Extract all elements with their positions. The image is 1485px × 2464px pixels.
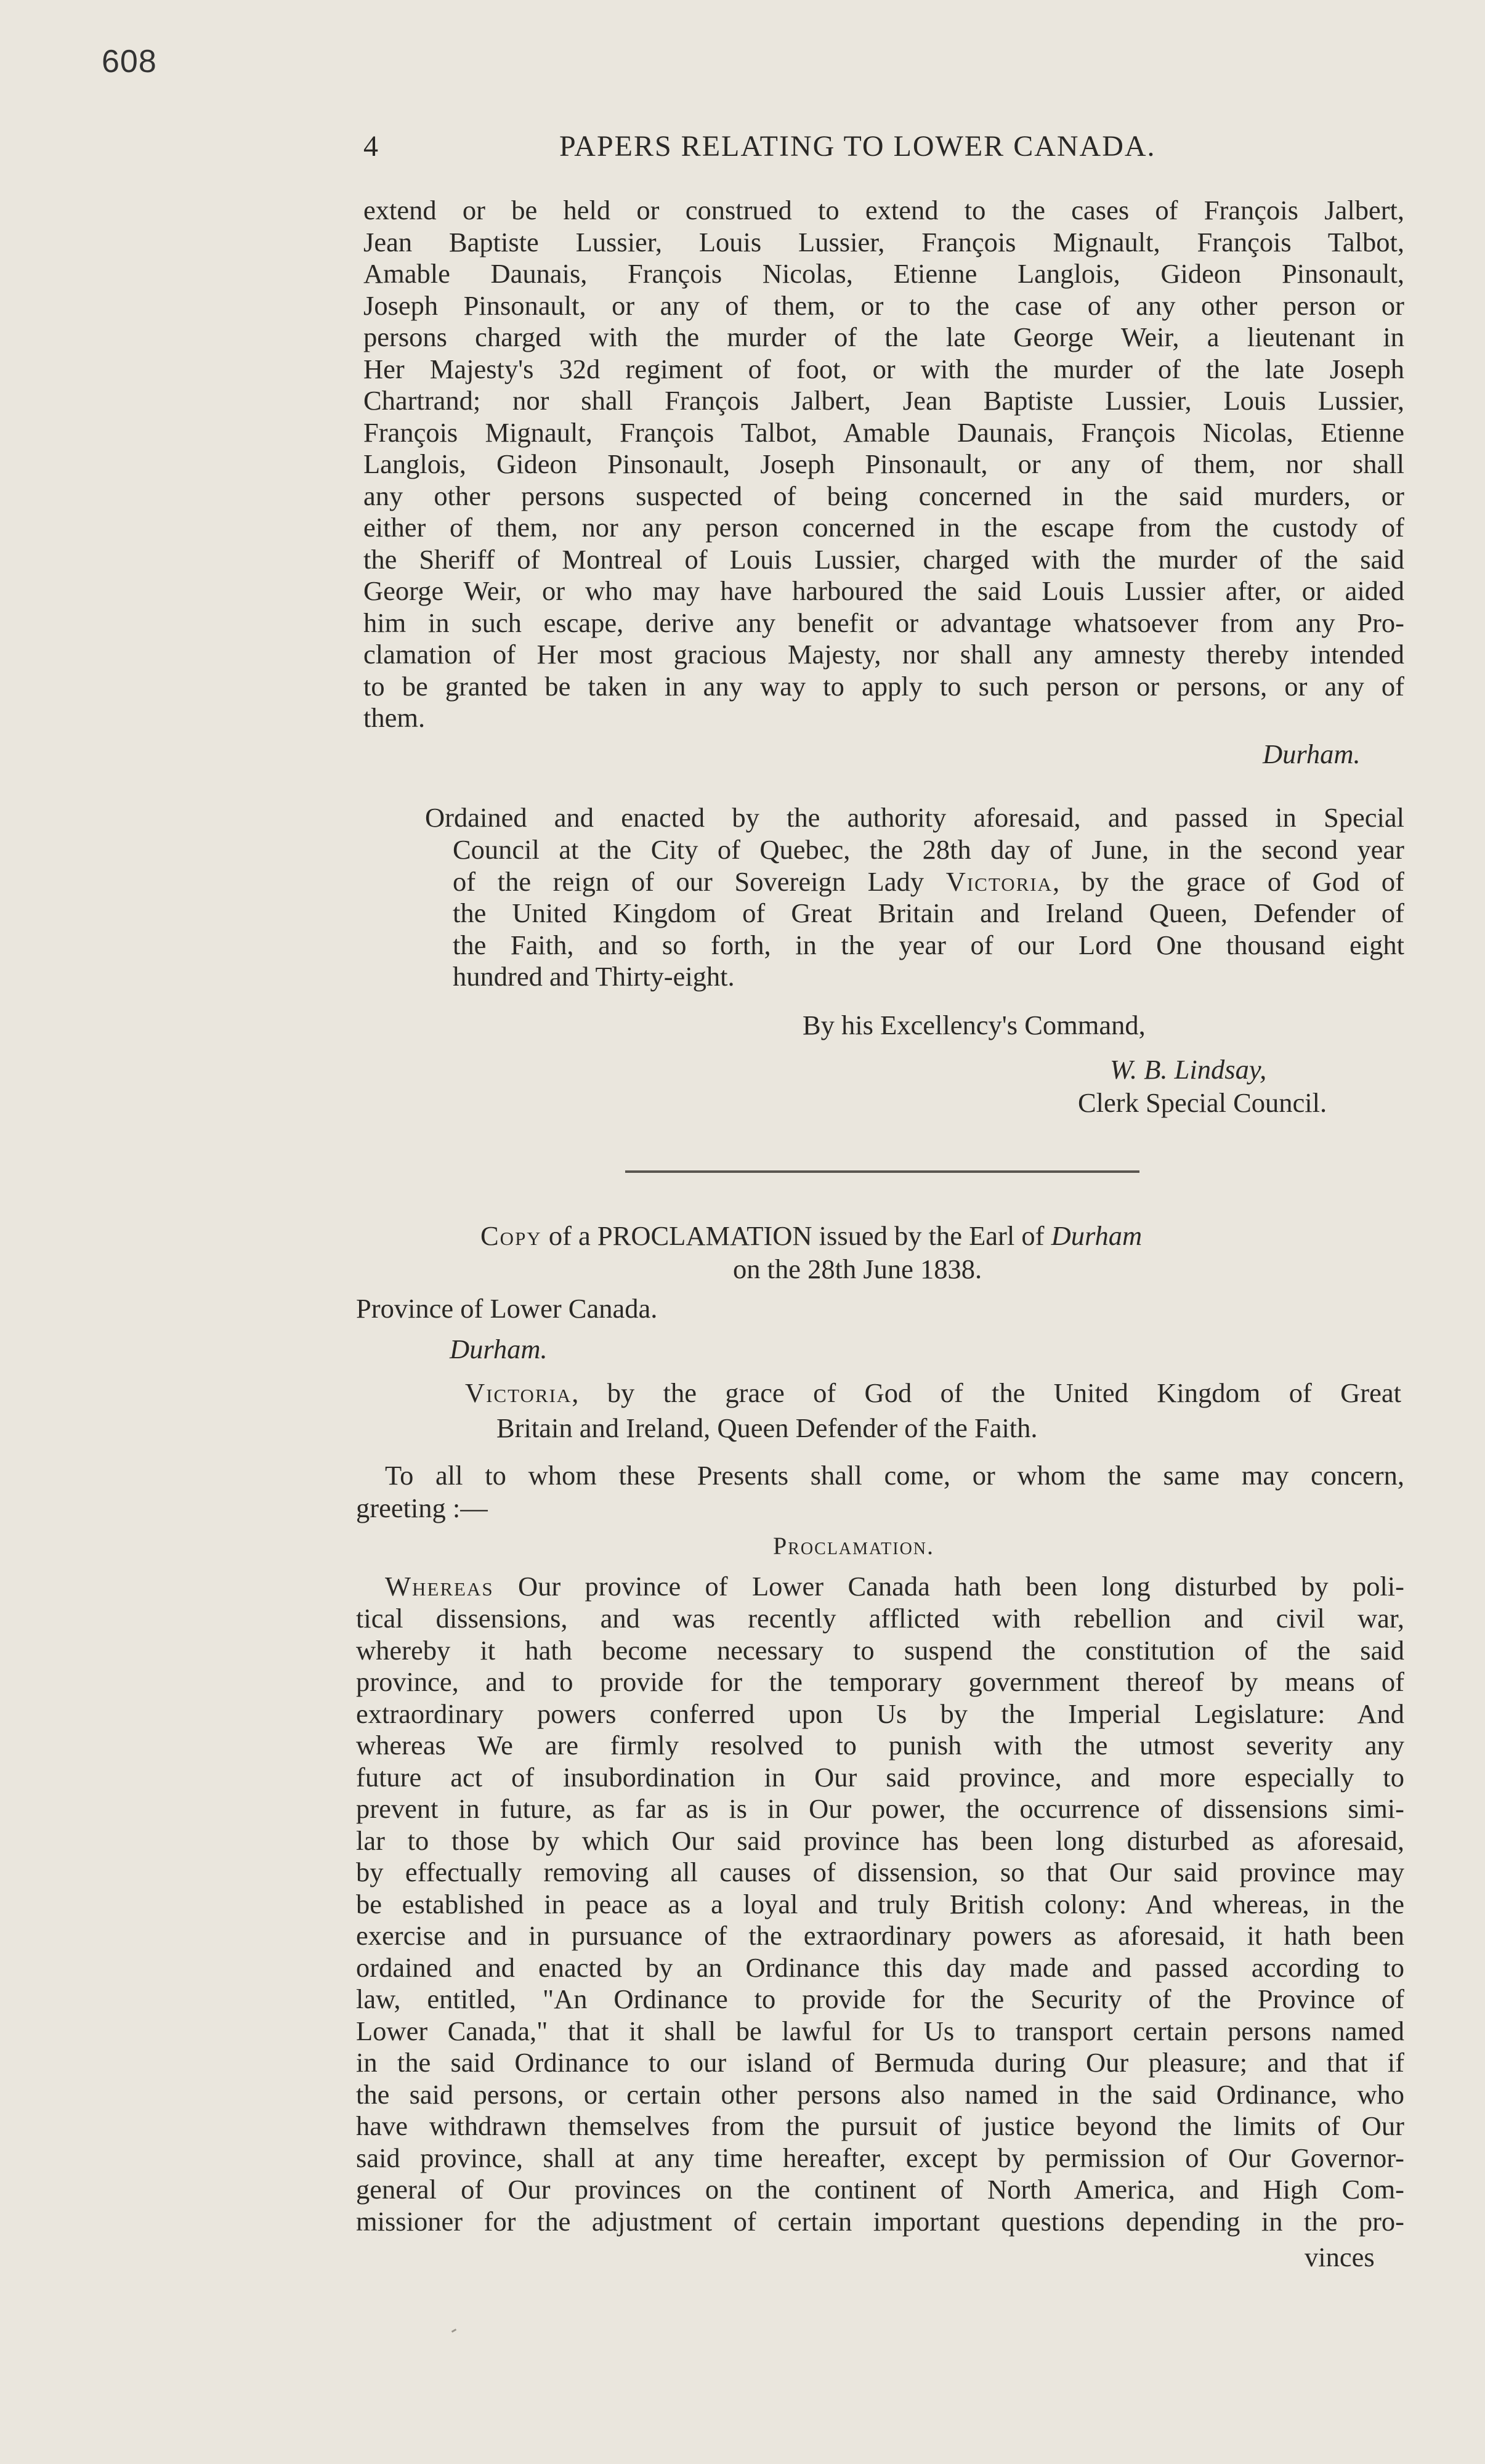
ordinance-line: clamation of Her most gracious Majesty, nor shall any amnesty thereby intended <box>363 639 1404 670</box>
body-line: extraordinary powers conferred upon Us by the Imperial Legislature: And <box>356 1698 1404 1729</box>
victoria-name: Victoria <box>945 865 1053 897</box>
running-head <box>363 129 1386 172</box>
address-block <box>385 1460 1404 1492</box>
ordinance-line: Chartrand; nor shall François Jalbert, Jean Baptiste Lussier, Louis Lussier, <box>363 385 1404 416</box>
proclamation-subheading: Proclamation. <box>773 1532 935 1560</box>
province-line: Province of Lower Canada. <box>356 1293 658 1324</box>
ordinance-line: any other persons suspected of being concerned in the said murders, or <box>363 480 1404 511</box>
heading-durham: Durham <box>1051 1220 1143 1251</box>
enactment-text-indented <box>453 834 1404 993</box>
body-line: future act of insubordination in Our said province, and more especially to <box>356 1761 1404 1793</box>
royal-style-line2: Britain and Ireland, Queen Defender of the Faith. <box>496 1412 1038 1443</box>
body-line <box>385 1571 1404 1603</box>
body-line: Lower Canada," that it shall be lawful for Us to transport certain persons named <box>356 2015 1404 2046</box>
ordinance-line: Joseph Pinsonault, or any of them, or to the case of any other person or <box>363 290 1404 321</box>
body-line: ordained and enacted by an Ordinance this day made and passed according to <box>356 1951 1404 1983</box>
proclamation-first-line <box>385 1571 1404 1603</box>
ordinance-line: to be granted be taken in any way to apply to such person or persons, or any of <box>363 670 1404 702</box>
body-line: tical dissensions, and was recently afflicted with rebellion and civil war, <box>356 1603 1404 1634</box>
body-line: exercise and in pursuance of the extraordinary powers as aforesaid, it hath been <box>356 1920 1404 1951</box>
body-line: whereby it hath become necessary to suspend the constitution of the said <box>356 1634 1404 1666</box>
body-line: by effectually removing all causes of dissension, so that Our said province may <box>356 1857 1404 1887</box>
body-line: province, and to provide for the temporary government thereof by means of <box>356 1666 1404 1697</box>
enactment-line: the Faith, and so forth, in the year of our Lord One thousand eight <box>453 929 1404 960</box>
body-line: the said persons, or certain other persons also named in the said Ordinance, who <box>356 2078 1404 2110</box>
ordinance-line: him in such escape, derive any benefit or advantage whatsoever from any Pro- <box>363 607 1404 638</box>
ordinance-line: Langlois, Gideon Pinsonault, Joseph Pinsonault, or any of them, nor shall <box>363 448 1404 479</box>
ordinance-line: extend or be held or construed to extend to the cases of François Jalbert, <box>363 195 1404 225</box>
proclamation-heading-line1 <box>480 1220 1142 1252</box>
heading-mid: of a PROCLAMATION issued by the Earl of <box>541 1220 1051 1251</box>
proclamation-body <box>356 1603 1404 2237</box>
enactment-line-start: of the reign of our Sovereign Lady <box>453 865 925 897</box>
enactment-line-tail: , by the grace of God of <box>1053 865 1405 897</box>
command-line: By his Excellency's Command, <box>803 1010 1146 1040</box>
catchword: vinces <box>1305 2242 1375 2272</box>
body-line: lar to those by which Our said province has been long disturbed as aforesaid, <box>356 1825 1404 1856</box>
folio-number: 608 <box>102 44 157 79</box>
enactment-line: Ordained and enacted by the authority aforesaid, and passed in Special <box>425 802 1404 833</box>
enactment-text <box>425 802 1404 834</box>
clerk-name: W. B. Lindsay, <box>1110 1054 1267 1085</box>
ordinance-line: George Weir, or who may have harboured the said Louis Lussier after, or aided <box>363 575 1404 606</box>
ordinance-line: the Sheriff of Montreal of Louis Lussier, charged with the murder of the said <box>363 543 1404 575</box>
ordinance-line: Jean Baptiste Lussier, Louis Lussier, François Mignault, François Talbot, <box>363 226 1404 257</box>
body-line: whereas We are firmly resolved to punish with the utmost severity any <box>356 1730 1404 1761</box>
section-divider <box>625 1170 1139 1173</box>
enactment-line: Council at the City of Quebec, the 28th day of June, in the second year <box>453 834 1404 865</box>
ordinance-line: François Mignault, François Talbot, Amable Daunais, François Nicolas, Etienne <box>363 416 1404 448</box>
clerk-title: Clerk Special Council. <box>1078 1087 1327 1118</box>
body-line: law, entitled, "An Ordinance to provide for the Security of the Province of <box>356 1984 1404 2014</box>
body-line: have withdrawn themselves from the pursuit of justice beyond the limits of Our <box>356 2110 1404 2141</box>
proclamation-signature: Durham. <box>450 1334 548 1364</box>
address-line1: To all to whom these Presents shall come, or whom the same may concern, <box>385 1460 1404 1491</box>
body-line: prevent in future, as far as is in Our power, the occurrence of dissensions simi- <box>356 1793 1404 1824</box>
whereas-word: Whereas <box>385 1571 494 1602</box>
running-title: PAPERS RELATING TO LOWER CANADA. <box>559 130 1156 163</box>
ordinance-text <box>363 195 1404 734</box>
body-first-tail: Our province of Lower Canada hath been long disturbed by poli- <box>493 1571 1404 1602</box>
enactment-line: the United Kingdom of Great Britain and Ireland Queen, Defender of <box>453 898 1404 928</box>
page-number: 4 <box>363 130 378 163</box>
royal-style-tail: , by the grace of God of the United Kingdom of Great <box>572 1377 1401 1408</box>
enactment-last-line: hundred and Thirty-eight. <box>453 961 735 992</box>
body-line: missioner for the adjustment of certain important questions depending in the pro- <box>356 2205 1404 2237</box>
royal-style-line1 <box>465 1377 1401 1409</box>
ordinance-last-line: them. <box>363 702 426 733</box>
ordinance-line: Amable Daunais, François Nicolas, Etienne Langlois, Gideon Pinsonault, <box>363 258 1404 289</box>
address-line2: greeting :— <box>356 1493 488 1523</box>
body-line: be established in peace as a loyal and truly British colony: And whereas, in the <box>356 1888 1404 1919</box>
ordinance-line: Her Majesty's 32d regiment of foot, or with the murder of the late Joseph <box>363 353 1404 384</box>
proclamation-heading-line2: on the 28th June 1838. <box>733 1254 982 1284</box>
paper-speck <box>451 2328 456 2333</box>
body-line: said province, shall at any time hereafter, except by permission of Our Governor- <box>356 2142 1404 2173</box>
royal-style <box>465 1377 1401 1409</box>
ordinance-line: either of them, nor any person concerned in the escape from the custody of <box>363 512 1404 543</box>
enactment-line <box>453 866 1404 898</box>
ordinance-signature: Durham. <box>1263 739 1361 769</box>
victoria-name: Victoria <box>465 1377 572 1408</box>
copy-word: Copy <box>480 1220 542 1251</box>
body-line: general of Our provinces on the continent of North America, and High Com- <box>356 2174 1404 2205</box>
ordinance-line: persons charged with the murder of the late George Weir, a lieutenant in <box>363 322 1404 352</box>
body-line: in the said Ordinance to our island of Bermuda during Our pleasure; and that if <box>356 2047 1404 2078</box>
